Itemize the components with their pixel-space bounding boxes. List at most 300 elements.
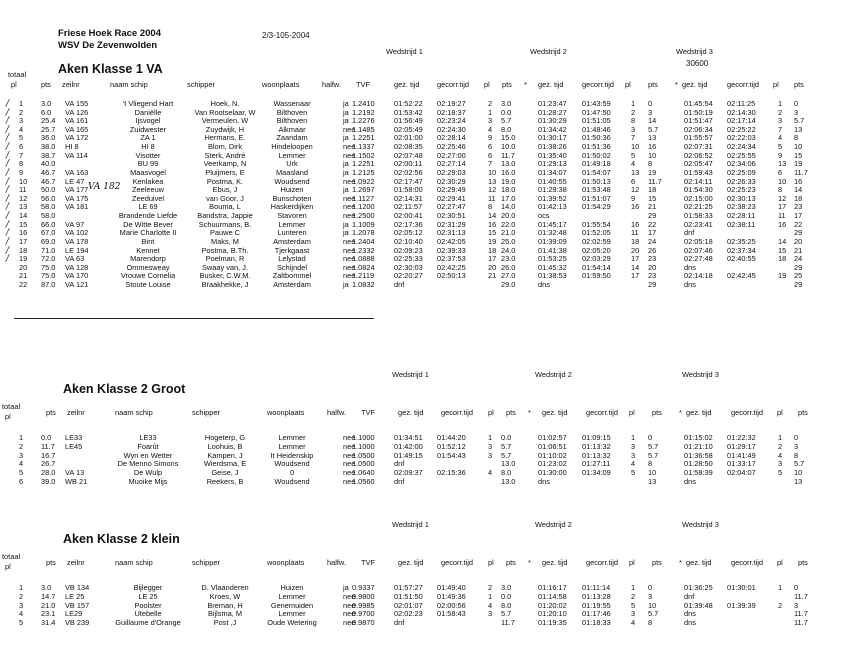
race-cell: 0	[648, 583, 653, 592]
column-header: schipper	[187, 80, 215, 89]
race-cell: 01:29:13	[538, 159, 567, 169]
race-cell: 01:48:46	[582, 124, 611, 134]
row-cell: Post ,J	[213, 618, 237, 628]
race-cell: dns	[538, 477, 550, 486]
column-header: naam schip	[110, 80, 148, 89]
row-cell: Visotter	[135, 150, 161, 160]
row-cell: VA 155	[65, 99, 89, 108]
row-cell: Braakhekke, J	[201, 280, 249, 290]
row-cell: 3.0	[41, 99, 52, 108]
race-cell: 01:39:48	[684, 600, 713, 610]
race-cell: 01:54:14	[582, 262, 611, 272]
row-cell: 1.0888	[352, 254, 375, 264]
race-cell: 01:51:50	[394, 591, 423, 601]
race-cell: 02:37:34	[727, 245, 756, 255]
race-cell: 1	[778, 99, 783, 108]
race-cell: 1	[631, 433, 636, 442]
row-cell: 87.0	[41, 280, 56, 290]
race-cell: 3.0	[501, 583, 512, 592]
row-cell: Huizen	[280, 185, 304, 195]
column-header: gecorr.tijd	[727, 80, 760, 89]
race-cell: 01:43:59	[582, 99, 611, 108]
column-header: pts	[794, 80, 804, 89]
document-title: Friese Hoek Race 2004	[58, 28, 161, 39]
row-cell: LE 194	[65, 245, 89, 255]
column-header: gez. tijd	[398, 408, 424, 417]
row-cell: Woudsend	[274, 477, 310, 486]
handwritten-tick: /	[6, 211, 10, 222]
row-cell: VA 13	[65, 468, 85, 478]
row-cell: 40.0	[41, 159, 56, 169]
race-cell: 01:41:49	[727, 450, 756, 460]
row-cell: 75.0	[41, 262, 56, 272]
race-cell: 01:50:02	[582, 150, 611, 160]
race-cell: 8	[648, 159, 653, 169]
race-cell: 01:18:33	[582, 618, 611, 628]
row-cell: Blom, Dirk	[207, 142, 243, 152]
row-cell: Zuidwester	[129, 124, 167, 134]
race-cell: 02:05:47	[684, 159, 713, 169]
handwritten-tick: /	[6, 159, 10, 170]
race-cell: 01:54:29	[582, 202, 611, 212]
row-cell: Schuurmans, B.	[198, 219, 252, 229]
race-cell: 01:58:39	[684, 468, 713, 478]
rank: 19	[19, 254, 28, 264]
race-cell: 02:05:49	[394, 124, 423, 134]
race-cell: 10	[648, 150, 657, 160]
race-cell: 02:27:00	[437, 150, 466, 160]
row-cell: VA 181	[65, 202, 89, 212]
race-cell: 0	[648, 99, 653, 108]
race-cell: 01:34:07	[538, 167, 567, 177]
race-cell: 19	[794, 159, 803, 169]
row-cell: 25.4	[41, 116, 56, 126]
race-cell: 01:29:17	[727, 441, 756, 451]
rank: 20	[19, 262, 28, 272]
row-cell: Ebus, J	[212, 185, 238, 195]
row-cell: 0.9985	[352, 600, 375, 610]
race-cell: 01:13:32	[582, 441, 611, 451]
column-header: pts	[506, 408, 516, 417]
column-header: pts	[652, 408, 662, 417]
row-cell: Lemmer	[278, 591, 306, 601]
row-cell: De Wulp	[133, 468, 163, 478]
column-header: gecorr.tijd	[731, 408, 764, 417]
row-cell: VA 102	[65, 228, 89, 238]
row-cell: 1.0640	[352, 468, 375, 478]
section-title: Aken Klasse 1 VA	[58, 62, 163, 76]
column-header: pl	[629, 408, 635, 417]
race-cell: 11.7	[501, 150, 515, 160]
rank: 2	[19, 441, 24, 451]
race-cell: 01:38:53	[538, 271, 567, 281]
race-cell: 15	[488, 228, 497, 238]
race-cell: 5.7	[794, 116, 805, 126]
race-cell: 01:34:42	[538, 124, 567, 134]
race-cell: 02:24:30	[437, 124, 466, 134]
column-header: naam schip	[115, 558, 153, 567]
race-cell: 01:53:48	[582, 185, 611, 195]
race-cell: 3	[794, 107, 799, 117]
race-cell: 01:23:47	[538, 99, 567, 108]
handwritten-tick: /	[6, 99, 10, 109]
race-cell: 4	[488, 468, 493, 478]
row-cell: Oude Wetering	[267, 618, 317, 628]
column-header: schipper	[192, 558, 220, 567]
row-cell: 28.0	[41, 468, 56, 478]
race-cell: 23	[648, 254, 657, 264]
race-cell: dns	[684, 618, 696, 628]
race-cell: 02:00:41	[394, 211, 423, 221]
row-cell: nee	[343, 150, 356, 160]
row-cell: nee	[343, 211, 356, 221]
race-cell: 6	[778, 167, 783, 177]
race-cell: 24.0	[501, 245, 516, 255]
rank: 12	[19, 193, 28, 203]
race-cell: 24	[648, 236, 657, 246]
race-cell: 02:38:11	[727, 219, 756, 229]
race-cell: 02:20:27	[394, 271, 423, 281]
race-title: Wedstrijd 3	[682, 370, 719, 379]
row-cell: Muoike Mijs	[128, 477, 168, 486]
column-header: pts	[506, 558, 516, 567]
race-cell: 18	[631, 236, 640, 246]
race-cell: 01:23:02	[538, 459, 567, 469]
column-header: TVF	[356, 80, 370, 89]
row-cell: 46.7	[41, 176, 56, 186]
row-cell: VA 170	[65, 271, 89, 281]
row-cell: Busker, C.W.M.	[199, 271, 251, 281]
column-header: gez. tijd	[542, 408, 568, 417]
row-cell: nee	[343, 271, 356, 281]
race-cell: 11.7	[794, 618, 808, 628]
race-cell: 01:44:20	[437, 433, 466, 442]
row-cell: 11.7	[41, 441, 55, 451]
handwritten-tick: /	[6, 219, 10, 230]
race-cell: 1	[778, 433, 783, 442]
race-cell: 16	[631, 219, 640, 229]
race-cell: 01:58:33	[684, 211, 713, 221]
race-cell: 01:30:01	[727, 583, 756, 592]
row-cell: 1.1127	[352, 193, 375, 203]
race-cell: 02:37:53	[437, 254, 466, 264]
rank: 15	[19, 219, 28, 229]
race-cell: 5	[631, 150, 636, 160]
rank: 11	[19, 185, 27, 195]
row-cell: Ommesweay	[126, 262, 170, 272]
race-cell: 3.0	[501, 99, 512, 108]
column-header: pl	[488, 408, 494, 417]
race-cell: 02:10:40	[394, 236, 423, 246]
row-cell: Stoute Louise	[125, 280, 171, 290]
race-cell: dnf	[394, 459, 405, 469]
race-cell: 3	[631, 450, 636, 460]
race-cell: 5.7	[501, 609, 512, 619]
race-cell: 2	[488, 583, 493, 592]
race-cell: 02:14:11	[684, 176, 713, 186]
event-date: 2/3-105-2004	[262, 31, 310, 40]
race-cell: 6	[631, 176, 636, 186]
row-cell: 1.2697	[352, 185, 375, 195]
column-header: pts	[502, 80, 512, 89]
row-cell: VA 97	[65, 219, 85, 229]
race-cell: 0	[794, 583, 799, 592]
race-cell: 02:27:47	[437, 202, 466, 212]
race-cell: 02:14:30	[727, 107, 756, 117]
row-cell: VA 126	[65, 107, 89, 117]
race-cell: 01:59:43	[684, 167, 713, 177]
rank: 5	[19, 133, 24, 143]
race-cell: 01:41:38	[538, 245, 567, 255]
race-cell: 02:05:20	[582, 245, 611, 255]
row-cell: 66.0	[41, 219, 56, 229]
race-cell: 01:42:00	[394, 441, 423, 451]
row-cell: Woudsend	[274, 459, 310, 469]
row-cell: nee	[343, 254, 356, 264]
row-cell: Bijlsma, M	[207, 609, 243, 619]
race-cell: 15	[794, 150, 803, 160]
row-cell: nee	[343, 468, 356, 478]
race-cell: 13	[778, 159, 787, 169]
row-cell: nee	[343, 202, 356, 212]
row-cell: 1.2332	[352, 245, 375, 255]
race-cell: 0.0	[501, 591, 512, 601]
handwritten-sail-number: VA 182	[88, 182, 121, 192]
race-cell: 15	[648, 193, 657, 203]
row-cell: 1.1337	[352, 142, 375, 152]
handwritten-tick: /	[6, 185, 10, 196]
row-cell: Zeeleeuw	[131, 185, 165, 195]
row-cell: LE33	[139, 433, 157, 442]
rank: 5	[19, 468, 24, 478]
race-cell: 01:54:43	[437, 450, 466, 460]
row-cell: 71.0	[41, 245, 56, 255]
row-cell: Lemmer	[278, 150, 306, 160]
race-cell: 24	[794, 254, 803, 264]
row-cell: 39.0	[41, 477, 56, 486]
race-cell: 5.7	[648, 609, 659, 619]
row-cell: 23.1	[41, 609, 56, 619]
row-cell: ja	[343, 280, 349, 290]
row-cell: Amsterdam	[273, 236, 311, 246]
race-cell: 02:30:51	[437, 211, 466, 221]
race-cell: 01:39:09	[538, 236, 567, 246]
race-cell: 01:13:28	[582, 591, 611, 601]
race-cell: 10.0	[501, 142, 516, 152]
column-header: gez. tijd	[682, 80, 708, 89]
race-cell: 5	[631, 600, 636, 610]
race-cell: 20	[631, 245, 640, 255]
race-cell: 5.7	[794, 459, 805, 469]
race-cell: 14	[778, 236, 787, 246]
column-header: gez. tijd	[398, 558, 424, 567]
race-cell: 10	[794, 142, 803, 152]
race-cell: 16.0	[501, 167, 516, 177]
race-cell: 8	[794, 133, 799, 143]
race-cell: 3	[778, 459, 783, 469]
row-cell: LE 25	[65, 591, 85, 601]
race-cell: 10	[648, 468, 657, 478]
row-cell: 1.2276	[352, 116, 375, 126]
column-header: gecorr.tijd	[441, 408, 474, 417]
race-cell: 3	[631, 609, 636, 619]
row-cell: VA 63	[65, 254, 85, 264]
race-cell: 02:07:31	[684, 142, 713, 152]
row-cell: VA 177	[65, 185, 89, 195]
race-cell: 01:51:07	[582, 193, 611, 203]
race-cell: 10	[648, 600, 657, 610]
race-cell: 17	[648, 228, 657, 238]
race-cell: 01:50:36	[582, 133, 611, 143]
race-cell: 01:21:10	[684, 441, 713, 451]
rank: 4	[19, 459, 24, 469]
row-cell: VA 172	[65, 133, 89, 143]
race-cell: 01:20:10	[538, 609, 567, 619]
row-cell: 1.0832	[352, 280, 375, 290]
race-cell: 4	[488, 600, 493, 610]
row-cell: 26.7	[41, 459, 56, 469]
row-cell: Kroes, W	[209, 591, 241, 601]
row-cell: VA 165	[65, 124, 89, 134]
row-cell: Swaay van, J.	[201, 262, 248, 272]
race-cell: dns	[684, 262, 696, 272]
race-cell: 17.0	[501, 193, 516, 203]
race-cell: 01:16:17	[538, 583, 567, 592]
race-cell: 0.0	[501, 107, 512, 117]
row-cell: VB 134	[65, 583, 90, 592]
row-cell: Maks, M	[211, 236, 239, 246]
row-cell: Hoek, N.	[210, 99, 240, 108]
handwritten-tick: /	[6, 107, 10, 118]
row-cell: Pauwe C	[210, 228, 240, 238]
race-cell: 02:01:00	[394, 133, 423, 143]
row-cell: 67.0	[41, 228, 56, 238]
row-cell: 0.9337	[352, 583, 375, 592]
row-cell: Maasvogel	[130, 167, 166, 177]
race-cell: 02:27:48	[684, 254, 713, 264]
row-cell: HI 8	[141, 142, 155, 152]
race-cell: 02:29:49	[437, 185, 466, 195]
handwritten-tick: /	[6, 167, 10, 178]
race-cell: 1	[631, 99, 636, 108]
race-cell: 01:55:57	[684, 133, 713, 143]
row-cell: Wyn en Wetter	[123, 450, 173, 460]
rank: 4	[19, 124, 24, 134]
race-cell: 9	[778, 150, 783, 160]
race-cell: 8	[648, 459, 653, 469]
row-cell: 0	[289, 468, 295, 478]
race-cell: 02:00:11	[394, 159, 423, 169]
row-cell: 1.0500	[352, 450, 375, 460]
row-cell: 38.0	[41, 142, 56, 152]
race-cell: 3	[648, 591, 653, 601]
row-cell: 46.7	[41, 167, 56, 177]
race-cell: 26	[648, 245, 657, 255]
row-underline	[14, 318, 374, 319]
handwritten-tick: /	[6, 150, 10, 161]
race-cell: 01:50:13	[582, 176, 611, 186]
row-cell: Kampen, J	[207, 450, 243, 460]
race-cell: 16	[488, 219, 497, 229]
race-cell: 13	[794, 124, 803, 134]
race-cell: 02:22:03	[727, 133, 756, 143]
header-totaal: totaal	[2, 552, 21, 561]
race-cell: 02:15:36	[437, 468, 466, 478]
race-cell: 11	[778, 211, 786, 221]
column-header: pts	[46, 558, 56, 567]
rank: 21	[19, 271, 28, 281]
race-cell: 16	[648, 142, 657, 152]
row-cell: 1.1200	[352, 202, 375, 212]
race-cell: 02:23:24	[437, 116, 466, 126]
row-cell: 58.0	[41, 202, 56, 212]
column-header: halfw.	[327, 558, 346, 567]
column-header: gecorr.tijd	[586, 558, 619, 567]
rank: 17	[19, 236, 28, 246]
column-header: pl	[773, 80, 779, 89]
race-cell: 12	[488, 185, 497, 195]
column-header: woonplaats	[267, 558, 305, 567]
race-cell: 3	[488, 116, 493, 126]
row-cell: Lemmer	[278, 433, 306, 442]
race-cell: 01:58:00	[394, 185, 423, 195]
race-cell: 2	[631, 107, 636, 117]
rank: 7	[19, 150, 24, 160]
race-cell: ocs	[538, 211, 550, 221]
race-cell: 2	[631, 591, 636, 601]
row-cell: nee	[343, 609, 356, 619]
race-cell: 14	[648, 116, 657, 126]
race-cell: dns	[684, 477, 696, 486]
row-cell: Lelystad	[278, 254, 306, 264]
rank: 10	[19, 176, 28, 186]
race-cell: 4	[488, 124, 493, 134]
row-cell: LE33	[65, 433, 83, 442]
column-header: gecorr.tijd	[586, 408, 619, 417]
row-cell: Huizen	[280, 583, 304, 592]
race-cell: 22	[648, 219, 657, 229]
column-header: *	[528, 408, 531, 417]
rank: 22	[19, 280, 28, 290]
column-header: pl	[777, 408, 783, 417]
race-cell: 02:30:29	[437, 176, 466, 186]
race-cell: 02:17:47	[394, 176, 423, 186]
race-cell: 02:25:55	[727, 150, 756, 160]
column-header: gez. tijd	[394, 80, 420, 89]
row-cell: nee	[343, 450, 356, 460]
race-cell: 29	[648, 280, 657, 290]
row-cell: ja	[343, 159, 349, 169]
race-cell: 02:40:55	[727, 254, 756, 264]
header-pl: pl	[11, 80, 17, 89]
race-cell: 3	[778, 116, 783, 126]
row-cell: 1.1000	[352, 441, 375, 451]
race-cell: 5.7	[648, 450, 659, 460]
column-header: gez. tijd	[538, 80, 564, 89]
race-cell: 01:30:29	[538, 116, 567, 126]
row-cell: ZA 1	[140, 133, 156, 143]
row-cell: Wierdsma, E	[203, 459, 247, 469]
race-cell: 9	[631, 193, 636, 203]
row-cell: Van Rootselaar, W	[194, 107, 256, 117]
race-cell: 12	[631, 185, 640, 195]
race-cell: 29	[648, 211, 657, 221]
row-cell: Lemmer	[278, 219, 306, 229]
row-cell: nee	[343, 591, 356, 601]
row-cell: 1.2192	[352, 107, 375, 117]
race-cell: 01:57:27	[394, 583, 423, 592]
race-cell: dnf	[684, 591, 695, 601]
